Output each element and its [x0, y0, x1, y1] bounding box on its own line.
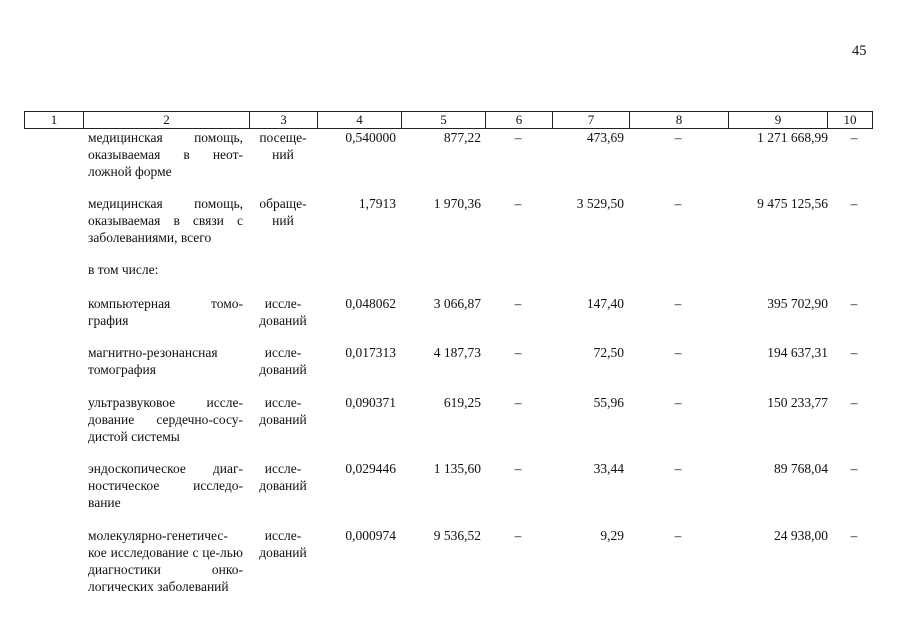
row-value-9: 89 768,04 — [774, 461, 828, 476]
row-value-9: 24 938,00 — [774, 528, 828, 543]
row-value-6: – — [514, 528, 522, 543]
row-value-4: 0,029446 — [345, 461, 396, 476]
row-value-6: – — [514, 296, 522, 311]
row-value-7: 3 529,50 — [576, 196, 624, 211]
row-unit: иссле-дований — [259, 296, 307, 328]
page-number: 45 — [852, 43, 867, 59]
row-value-4: 0,000974 — [345, 528, 396, 543]
row-value-6: – — [514, 345, 522, 360]
row-value-6: – — [514, 461, 522, 476]
row-value-7: 147,40 — [586, 296, 624, 311]
row-value-10: – — [850, 345, 858, 360]
row-name: компьютерная томо-графия — [88, 296, 243, 328]
row-value-4: 0,048062 — [345, 296, 396, 311]
row-value-5: 1 135,60 — [433, 461, 481, 476]
row-value-5: 3 066,87 — [433, 296, 481, 311]
header-cell-6: 6 — [485, 111, 552, 129]
row-value-7: 473,69 — [586, 130, 624, 145]
row-value-9: 1 271 668,99 — [757, 130, 828, 145]
row-value-10: – — [850, 196, 858, 211]
row-value-5: 619,25 — [443, 395, 481, 410]
row-value-8: – — [674, 296, 682, 311]
row-unit: иссле-дований — [259, 345, 307, 377]
row-value-7: 72,50 — [593, 345, 624, 360]
row-value-4: 1,7913 — [358, 196, 396, 211]
row-name: медицинская помощь, оказываемая в связи с заболеваниями, всего — [88, 196, 243, 245]
row-unit: посеще-ний — [259, 130, 307, 162]
header-cell-10: 10 — [827, 111, 873, 129]
header-cell-4: 4 — [317, 111, 401, 129]
row-value-6: – — [514, 395, 522, 410]
row-unit: иссле-дований — [259, 528, 307, 560]
row-value-7: 33,44 — [593, 461, 624, 476]
row-unit: обраще-ний — [259, 196, 307, 228]
row-value-9: 194 637,31 — [767, 345, 828, 360]
row-value-5: 4 187,73 — [433, 345, 481, 360]
row-value-10: – — [850, 130, 858, 145]
header-cell-7: 7 — [552, 111, 629, 129]
row-value-7: 55,96 — [593, 395, 624, 410]
row-unit: иссле-дований — [259, 461, 307, 493]
row-name: магнитно-резонансная томография — [88, 345, 218, 377]
row-value-8: – — [674, 196, 682, 211]
row-value-8: – — [674, 528, 682, 543]
header-cell-2: 2 — [83, 111, 249, 129]
row-value-8: – — [674, 461, 682, 476]
row-name: медицинская помощь, оказываемая в неот-ложной форме — [88, 130, 243, 179]
row-value-5: 877,22 — [443, 130, 481, 145]
row-value-6: – — [514, 130, 522, 145]
row-value-10: – — [850, 395, 858, 410]
row-unit: иссле-дований — [259, 395, 307, 427]
row-name: ультразвуковое иссле-дование сердечно-сосу-дистой системы — [88, 395, 243, 444]
row-value-4: 0,017313 — [345, 345, 396, 360]
header-cell-9: 9 — [728, 111, 827, 129]
row-value-9: 150 233,77 — [767, 395, 828, 410]
row-value-5: 9 536,52 — [433, 528, 481, 543]
row-name: молекулярно-генетичес-кое исследование с це-лью диагностики онко-логических заболеваний — [88, 528, 243, 594]
header-cell-8: 8 — [629, 111, 728, 129]
row-value-8: – — [674, 130, 682, 145]
row-value-4: 0,540000 — [345, 130, 396, 145]
row-value-5: 1 970,36 — [433, 196, 481, 211]
row-value-7: 9,29 — [600, 528, 624, 543]
row-value-9: 9 475 125,56 — [757, 196, 828, 211]
row-value-6: – — [514, 196, 522, 211]
row-value-4: 0,090371 — [345, 395, 396, 410]
row-name: эндоскопическое диаг-ностическое исследо-вание — [88, 461, 243, 510]
row-value-10: – — [850, 528, 858, 543]
row-value-10: – — [850, 296, 858, 311]
row-value-8: – — [674, 345, 682, 360]
row-value-9: 395 702,90 — [767, 296, 828, 311]
header-cell-3: 3 — [249, 111, 317, 129]
header-cell-1: 1 — [24, 111, 83, 129]
header-cell-5: 5 — [401, 111, 485, 129]
row-value-8: – — [674, 395, 682, 410]
subheading: в том числе: — [88, 262, 159, 277]
row-value-10: – — [850, 461, 858, 476]
